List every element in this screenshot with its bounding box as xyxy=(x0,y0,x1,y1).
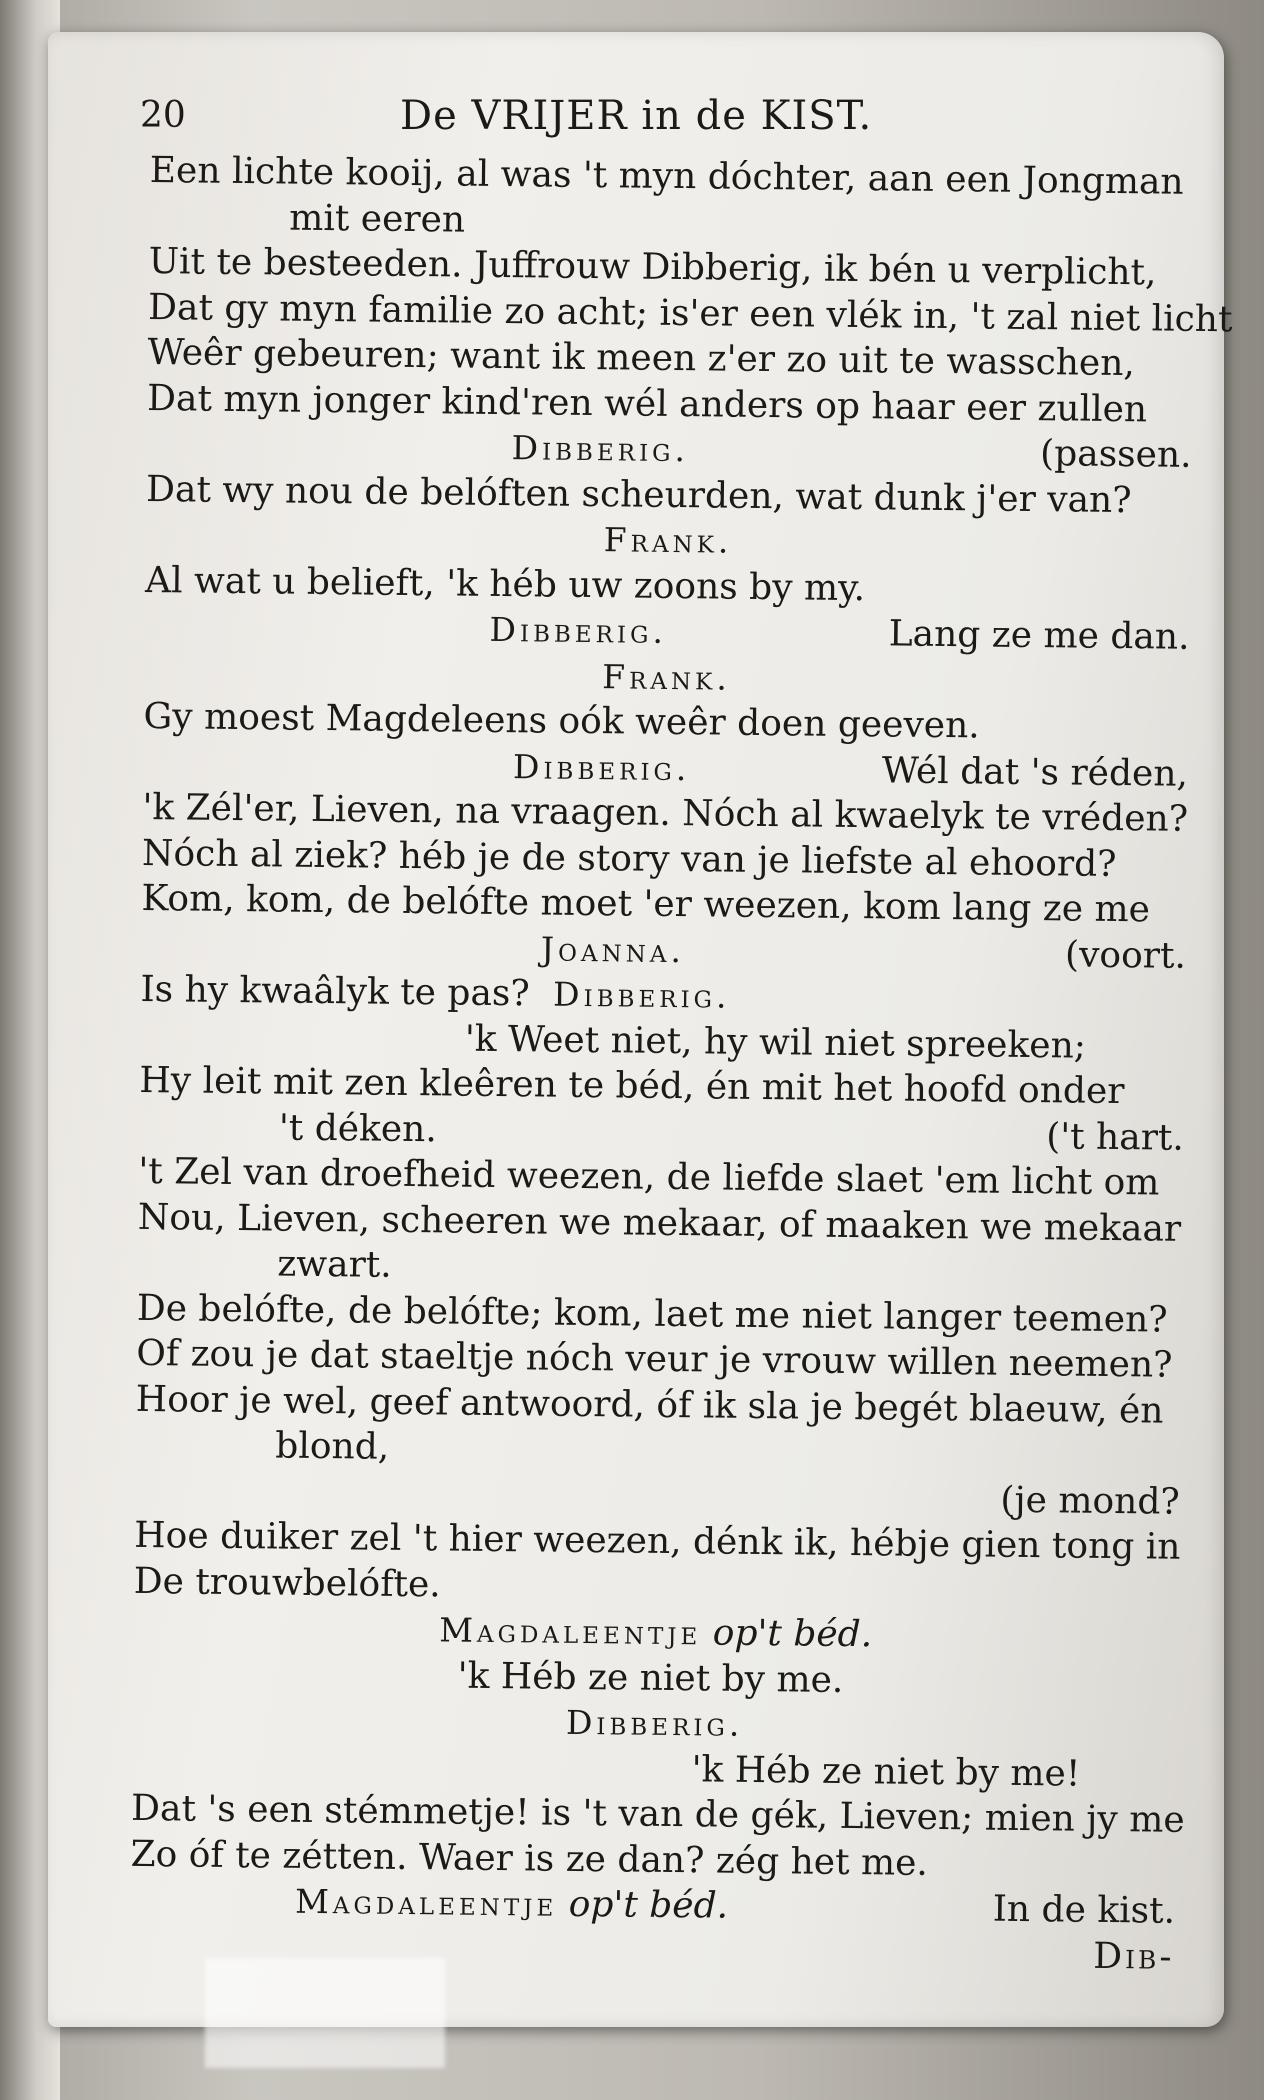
text-line: Hy leit mit zen kleêren te béd, én mit het hoofd onder xyxy=(139,1059,1125,1113)
speaker-name: Dibberig. xyxy=(552,974,731,1016)
text-line: Of zou je dat staeltje nóch veur je vrouw willen neemen? xyxy=(136,1332,1173,1386)
text-line: Al wat u belieft, 'k héb uw zoons by my. xyxy=(144,559,866,609)
catchword: Dib- xyxy=(1093,1935,1175,1978)
running-title: De VRIJER in de KIST. xyxy=(400,93,873,139)
text-line: blond, xyxy=(275,1425,390,1468)
dialogue-text: In de kist. xyxy=(992,1888,1176,1932)
paper-stain xyxy=(205,1958,445,2068)
stage-direction: op't béd. xyxy=(712,1612,873,1656)
text-line: Zo óf te zétten. Waer is ze dan? zég het me. xyxy=(130,1833,929,1884)
play-text xyxy=(129,148,1233,1980)
text-line: zwart. xyxy=(277,1243,392,1286)
dialogue-text: Lang ze me dan. xyxy=(888,613,1190,658)
text-line: De trouwbelófte. xyxy=(133,1560,442,1605)
verse-end: ('t hart. xyxy=(1045,1115,1185,1159)
verse-end: (voort. xyxy=(1064,933,1187,977)
verse-end: (je mond? xyxy=(1000,1479,1180,1523)
speaker-name: Magdaleentje xyxy=(438,1610,702,1653)
speaker-name: Dibberig. xyxy=(489,609,668,651)
dialogue-text: Wél dat 's réden, xyxy=(881,749,1189,795)
speaker-name: Frank. xyxy=(603,520,733,561)
text-line: 'k Zél'er, Lieven, na vraagen. Nóch al kwaelyk te vréden? xyxy=(142,786,1189,840)
text-line: 't Zel van droefheid weezen, de liefde slaet 'em licht om xyxy=(138,1150,1160,1204)
page-number: 20 xyxy=(140,95,186,136)
text-line: De belófte, de belófte; kom, laet me niet langer teemen? xyxy=(136,1287,1168,1341)
speaker-name: Frank. xyxy=(602,656,732,698)
text-line: 'k Héb ze niet by me! xyxy=(691,1748,1081,1795)
verse-end: (passen. xyxy=(1039,433,1192,476)
speaker-name: Joanna. xyxy=(540,928,686,970)
text-line: Uit te besteeden. Juffrouw Dibberig, ik bén u verplicht, xyxy=(148,240,1157,294)
text-line: Kom, kom, de belófte moet 'er weezen, kom lang ze me xyxy=(141,877,1151,931)
text-line: Hoe duiker zel 't hier weezen, dénk ik, hébje gien tong in xyxy=(134,1514,1181,1568)
dialogue-text: Is hy kwaâlyk te pas? xyxy=(140,968,530,1015)
dialogue-text: 't déken. xyxy=(278,1107,438,1150)
text-line: Een lichte kooij, al was 't myn dóchter, aan een Jongman xyxy=(149,149,1184,203)
text-line: Weêr gebeuren; want ik meen z'er zo uit te wasschen, xyxy=(147,331,1136,385)
text-line: Dat wy nou de belóften scheurden, wat dunk j'er van? xyxy=(145,468,1132,521)
text-line: Hoor je wel, geef antwoord, óf ik sla je begét blaeuw, én xyxy=(135,1378,1164,1432)
text-line: Nou, Lieven, scheeren we mekaar, of maaken we mekaar xyxy=(137,1196,1182,1250)
text-line: Gy moest Magdeleens oók weêr doen geeven. xyxy=(143,695,980,747)
text-line: mit eeren xyxy=(288,197,466,241)
speaker-name: Dibberig. xyxy=(565,1702,744,1744)
text-line: Dat 's een stémmetje! is 't van de gék, Lieven; mien jy me xyxy=(130,1787,1185,1841)
text-line: Nóch al ziek? héb je de story van je liefste al ehoord? xyxy=(141,832,1117,885)
text-line: 'k Weet niet, hy wil niet spreeken; xyxy=(464,1018,1087,1067)
speaker-name: Dibberig. xyxy=(511,428,690,470)
speaker-name: Dibberig. xyxy=(512,746,691,788)
page-header xyxy=(140,93,1190,143)
text-line: Dat gy myn familie zo acht; is'er een vlék in, 't zal niet licht xyxy=(147,286,1233,340)
speaker-name: Magdaleentje xyxy=(294,1881,558,1924)
stage-direction: op't béd. xyxy=(568,1883,729,1927)
text-line: 'k Héb ze niet by me. xyxy=(457,1655,844,1701)
text-line: Dat myn jonger kind'ren wél anders op haar eer zullen xyxy=(146,377,1148,430)
